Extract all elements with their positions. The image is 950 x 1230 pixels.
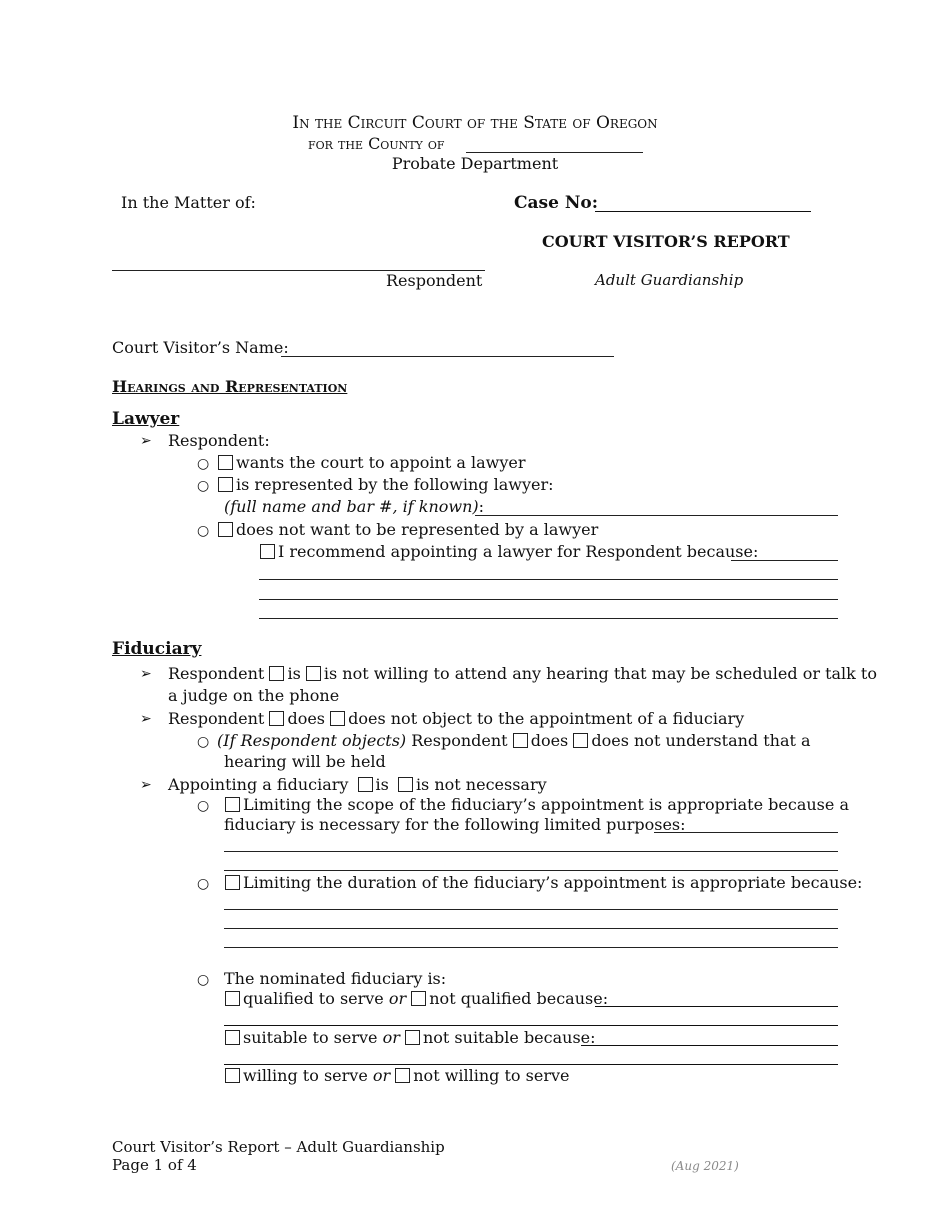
limit-scope-label: Limiting the scope of the fiduciary’s appointment is appropriate because a <box>243 795 849 814</box>
not-willing-label: not willing to serve <box>413 1066 570 1085</box>
nominated-label: The nominated fiduciary is: <box>224 969 447 988</box>
limit-duration-label: Limiting the duration of the fiduciary’s appointment is appropriate because: <box>243 873 863 892</box>
arrow-bullet-icon: ➢ <box>140 433 152 449</box>
circle-bullet-icon: ○ <box>197 972 210 988</box>
understand-does-label: does <box>530 731 569 750</box>
limit-scope-continuation: fiduciary is necessary for the following limited purposes: <box>224 815 686 834</box>
recommend-reason-line[interactable] <box>259 579 838 580</box>
necessary-is-not-label: is not necessary <box>415 775 547 794</box>
object-does-not-label: does not object to the appointment of a fiduciary <box>348 709 745 728</box>
limit-scope-checkbox[interactable] <box>225 797 240 812</box>
limit-scope-line[interactable] <box>224 870 838 871</box>
attend-is-label: is <box>287 664 301 683</box>
lawyer-heading: Lawyer <box>112 409 180 429</box>
or-label: or <box>382 1028 400 1047</box>
limit-duration-line[interactable] <box>224 928 838 929</box>
arrow-bullet-icon: ➢ <box>140 666 152 682</box>
recommend-reason-line[interactable] <box>259 599 838 600</box>
circle-bullet-icon: ○ <box>197 734 210 750</box>
represented-checkbox[interactable] <box>218 477 233 492</box>
circle-bullet-icon: ○ <box>197 456 210 472</box>
understand-does-not-label: does not understand that a <box>591 731 811 750</box>
appoint-lawyer-checkbox[interactable] <box>218 455 233 470</box>
represented-label: is represented by the following lawyer: <box>236 475 554 494</box>
or-label: or <box>388 989 407 1008</box>
circle-bullet-icon: ○ <box>197 798 210 814</box>
recommend-lawyer-label: I recommend appointing a lawyer for Respondent because: <box>278 542 759 561</box>
necessary-is-label: is <box>375 775 389 794</box>
arrow-bullet-icon: ➢ <box>140 777 152 793</box>
document-subtitle: Adult Guardianship <box>595 271 744 289</box>
circle-bullet-icon: ○ <box>197 876 210 892</box>
not-qualified-checkbox[interactable] <box>411 991 426 1006</box>
qualified-label: qualified to serve <box>243 989 384 1008</box>
or-label: or <box>372 1066 391 1085</box>
not-qualified-line[interactable] <box>595 1006 838 1007</box>
circle-bullet-icon: ○ <box>197 523 210 539</box>
lawyer-respondent-label: Respondent: <box>168 431 270 450</box>
not-qualified-label: not qualified because: <box>429 989 609 1008</box>
qualified-checkbox[interactable] <box>225 991 240 1006</box>
object-does-checkbox[interactable] <box>269 711 284 726</box>
lawyer-detail-colon: : <box>478 497 485 516</box>
lawyer-name-field-line[interactable] <box>475 515 838 516</box>
county-field-line[interactable] <box>466 152 643 153</box>
not-qualified-line[interactable] <box>224 1025 838 1026</box>
footer-page-number: Page 1 of 4 <box>112 1156 197 1174</box>
visitor-name-field-line[interactable] <box>281 356 614 357</box>
necessary-label: Appointing a fiduciary <box>168 775 349 794</box>
court-name: In the Circuit Court of the State of Oregon <box>292 113 658 133</box>
case-no-label: Case No: <box>514 193 599 213</box>
willing-label: willing to serve <box>243 1066 368 1085</box>
limit-duration-line[interactable] <box>224 909 838 910</box>
case-no-field-line[interactable] <box>595 211 811 212</box>
object-does-label: does <box>287 709 326 728</box>
suitable-checkbox[interactable] <box>225 1030 240 1045</box>
footer-form-title: Court Visitor’s Report – Adult Guardianship <box>112 1138 445 1156</box>
suitable-label: suitable to serve <box>243 1028 378 1047</box>
understand-does-checkbox[interactable] <box>513 733 528 748</box>
attend-not-willing-checkbox[interactable] <box>306 666 321 681</box>
not-suitable-line[interactable] <box>581 1045 838 1046</box>
limit-scope-line[interactable] <box>224 851 838 852</box>
recommend-lawyer-checkbox[interactable] <box>260 544 275 559</box>
recommend-reason-line[interactable] <box>259 618 838 619</box>
attend-not-willing-label: is not willing to attend any hearing that may be scheduled or talk to <box>323 664 877 683</box>
footer-revision-date: (Aug 2021) <box>671 1159 739 1173</box>
understand-respondent-label: Respondent <box>411 731 508 750</box>
circle-bullet-icon: ○ <box>197 478 210 494</box>
object-does-not-checkbox[interactable] <box>330 711 345 726</box>
if-objects-label: (If Respondent objects) <box>217 731 407 750</box>
attend-willing-checkbox[interactable] <box>269 666 284 681</box>
necessary-is-not-checkbox[interactable] <box>398 777 413 792</box>
county-label: for the County of <box>308 134 445 153</box>
recommend-reason-line[interactable] <box>731 560 838 561</box>
limit-duration-line[interactable] <box>224 947 838 948</box>
not-suitable-checkbox[interactable] <box>405 1030 420 1045</box>
document-title: COURT VISITOR’S REPORT <box>542 232 790 251</box>
section-heading: Hearings and Representation <box>112 377 348 396</box>
visitor-name-label: Court Visitor’s Name: <box>112 338 289 357</box>
necessary-is-checkbox[interactable] <box>358 777 373 792</box>
understand-continuation: hearing will be held <box>224 752 386 771</box>
willing-checkbox[interactable] <box>225 1068 240 1083</box>
lawyer-detail-hint: (full name and bar #, if known) <box>224 497 479 516</box>
department: Probate Department <box>391 154 559 173</box>
limit-scope-line[interactable] <box>654 832 838 833</box>
no-lawyer-label: does not want to be represented by a lawyer <box>236 520 599 539</box>
understand-does-not-checkbox[interactable] <box>573 733 588 748</box>
object-respondent-label: Respondent <box>168 709 265 728</box>
appoint-lawyer-label: wants the court to appoint a lawyer <box>236 453 526 472</box>
no-lawyer-checkbox[interactable] <box>218 522 233 537</box>
matter-label: In the Matter of: <box>121 193 256 212</box>
respondent-label: Respondent <box>386 271 483 290</box>
attend-respondent-label: Respondent <box>168 664 265 683</box>
fiduciary-heading: Fiduciary <box>112 639 202 659</box>
not-suitable-label: not suitable because: <box>422 1028 596 1047</box>
limit-duration-checkbox[interactable] <box>225 875 240 890</box>
arrow-bullet-icon: ➢ <box>140 711 152 727</box>
not-willing-checkbox[interactable] <box>395 1068 410 1083</box>
not-suitable-line[interactable] <box>224 1064 838 1065</box>
attend-continuation: a judge on the phone <box>168 686 340 705</box>
